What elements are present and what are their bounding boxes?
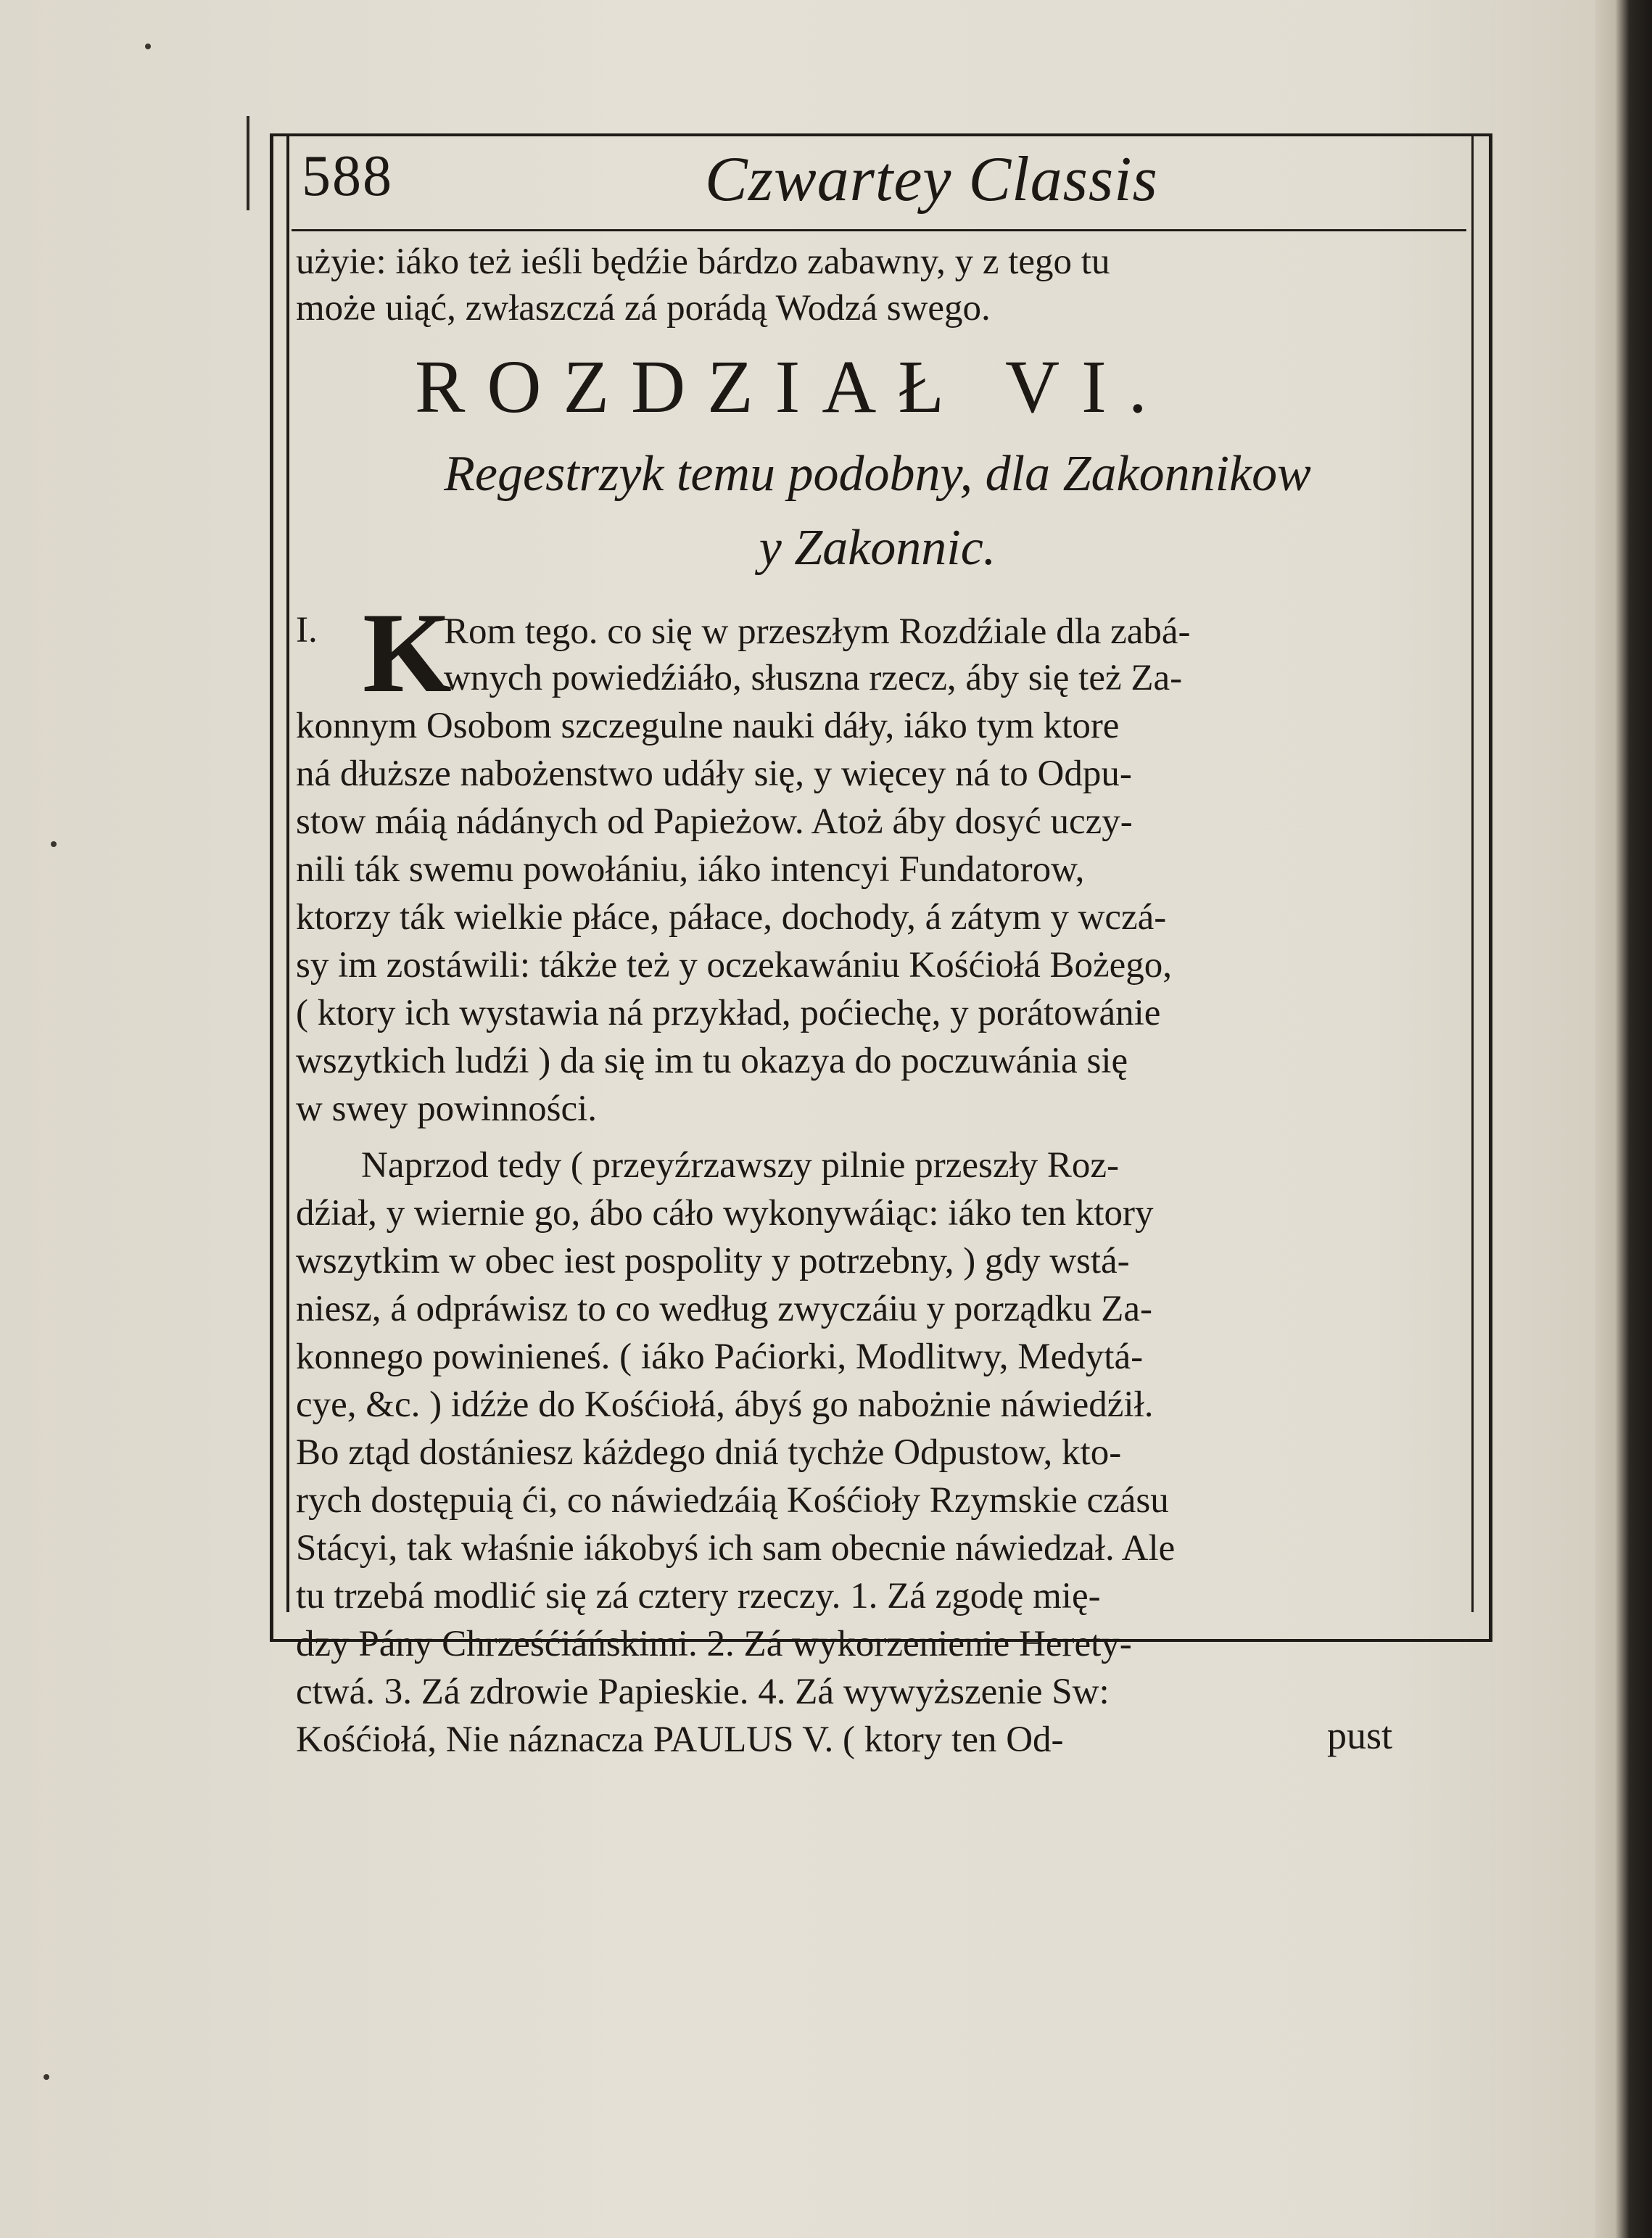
- chapter-heading: ROZDZIAŁ VI.: [415, 345, 1169, 429]
- ink-spot: [44, 2074, 49, 2080]
- text-line: cye, &c. ) idźże do Kośćiołá, ábyś go nabożnie náwiedźił.: [296, 1384, 1154, 1425]
- text-line: dźiał, y wiernie go, ábo cáło wykonywáiąc: iáko ten ktory: [296, 1193, 1154, 1234]
- text-line: sy im zostáwili: tákże też y oczekawániu Kośćiołá Bożego,: [296, 945, 1173, 986]
- text-line: ( ktory ich wystawia ná przykład, poćiechę, y porátowánie: [296, 993, 1161, 1033]
- text-line: tu trzebá modlić się zá cztery rzeczy. 1. Zá zgodę mię-: [296, 1576, 1101, 1616]
- text-line: stow máią nádánych od Papieżow. Atoż áby dosyć uczy-: [296, 801, 1133, 842]
- text-line: w swey powinności.: [296, 1089, 598, 1129]
- text-line: dzy Pány Chrześćiáńskimi. 2. Zá wykorzenienie Herety-: [296, 1624, 1132, 1664]
- text-line: Rom tego. co się w przeszłym Rozdźiale dla zabá-: [444, 611, 1191, 652]
- text-line: wnych powiedźiáło, słuszna rzecz, áby się też Za-: [444, 658, 1183, 698]
- text-line: wszytkim w obec iest pospolity y potrzebny, ) gdy wstá-: [296, 1241, 1130, 1281]
- book-gutter: [1595, 0, 1652, 2238]
- page-number: 588: [302, 144, 393, 208]
- text-line: wszytkich ludźi ) da się im tu okazya do poczuwánia się: [296, 1041, 1128, 1081]
- text-line: Kośćiołá, Nie náznacza PAULUS V. ( ktory ten Od-: [296, 1719, 1064, 1760]
- text-line: niesz, á odpráwisz to co według zwyczáiu y porządku Za-: [296, 1289, 1153, 1329]
- drop-cap: K: [363, 590, 452, 717]
- text-line: ctwá. 3. Zá zdrowie Papieskie. 4. Zá wywyższenie Sw:: [296, 1672, 1110, 1712]
- ink-spot: [51, 841, 57, 847]
- chapter-subtitle: y Zakonnic.: [759, 520, 996, 576]
- text-line: konnego powinieneś. ( iáko Paćiorki, Modlitwy, Medytá-: [296, 1337, 1144, 1377]
- chapter-subtitle: Regestrzyk temu podobny, dla Zakonnikow: [444, 446, 1311, 502]
- text-line: użyie: iáko też ieśli będźie bárdzo zabawny, y z tego tu: [296, 241, 1110, 282]
- text-line: nili ták swemu powołániu, iáko intencyi Fundatorow,: [296, 849, 1085, 890]
- text-line: może uiąć, zwłaszczá zá porádą Wodzá swego.: [296, 288, 991, 329]
- text-line: Bo ztąd dostániesz káżdego dniá tychże Odpustow, kto-: [296, 1432, 1122, 1473]
- catchword: pust: [1327, 1714, 1393, 1757]
- running-title: Czwartey Classis: [705, 144, 1158, 215]
- page-header: [292, 142, 1466, 231]
- text-line: Naprzod tedy ( przeyźrzawszy pilnie przeszły Roz-: [361, 1145, 1120, 1186]
- section-number: I.: [296, 610, 318, 651]
- text-line: konnym Osobom szczegulne nauki dáły, iáko tym ktore: [296, 706, 1120, 746]
- text-line: ktorzy ták wielkie płáce, páłace, dochody, á zátym y wczá-: [296, 897, 1167, 938]
- text-line: ná dłuższe nabożenstwo udáły się, y więcey ná to Odpu-: [296, 753, 1132, 794]
- text-line: rych dostępuią ći, co náwiedzáią Kośćioły Rzymskie czásu: [296, 1480, 1169, 1521]
- ink-spot: [145, 44, 151, 49]
- margin-mark-left: [247, 116, 249, 210]
- text-line: Stácyi, tak właśnie iákobyś ich sam obecnie náwiedzał. Ale: [296, 1528, 1176, 1569]
